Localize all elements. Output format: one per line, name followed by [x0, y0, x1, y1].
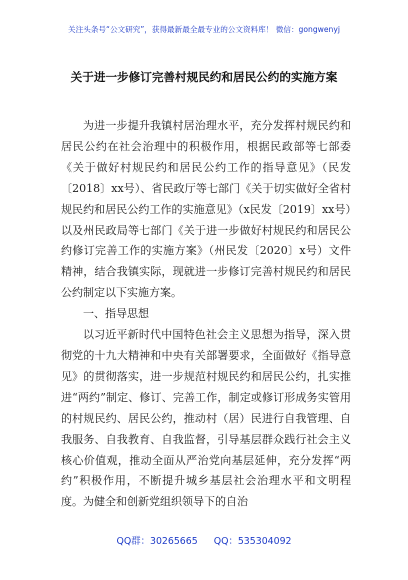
document-body — [61, 116, 351, 513]
footer-qq-group: QQ群：30265665 — [116, 536, 198, 547]
header-banner: 关注头条号“公文研究”，获得最新最全最专业的公文资料库！ 微信：gongwenyj — [68, 25, 340, 34]
intro-paragraph: 为进一步提升我镇村居治理水平，充分发挥村规民约和居民公约在社会治理中的积极作用，根据民政部等七部委《关于做好村规民约和居民公约工作的指导意见》（民发〔2018〕xx号）、省民政厅等七部门《关于切实做好全省村规民约和居民公约工作的实施意见》（x民发〔2019〕xx号）以及州民政局等七部门《关于进一步做好村规民约和居民公约修订完善工作的实施方案》（州民发〔2020〕x号）文件精神，结合我镇实际，现就进一步修订完善村规民约和居民公约制定以下实施方案。 — [61, 119, 351, 300]
guiding-ideology-paragraph: 以习近平新时代中国特色社会主义思想为指导，深入贯彻党的十九大精神和中央有关部署要求，全面做好《指导意见》的贯彻落实，进一步规范村规民约和居民公约，扎实推进“两约”制定、修订、完善工作，制定或修订形成务实管用的村规民约、居民公约，推动村（居）民进行自我管理、自我服务、自我教育、自我监督，引导基层群众践行社会主义核心价值观，推动全面从严治党向基层延伸，充分发挥“两约”积极作用，不断提升城乡基层社会治理水平和文明程度。为健全和创新党组织领导下的自治 — [61, 328, 351, 509]
section-heading-guiding-ideology: 一、指导思想 — [83, 307, 149, 321]
document-title: 关于进一步修订完善村规民约和居民公约的实施方案 — [70, 70, 338, 84]
footer-qq-number: QQ：535304092 — [213, 536, 292, 547]
footer-contact — [0, 533, 408, 547]
